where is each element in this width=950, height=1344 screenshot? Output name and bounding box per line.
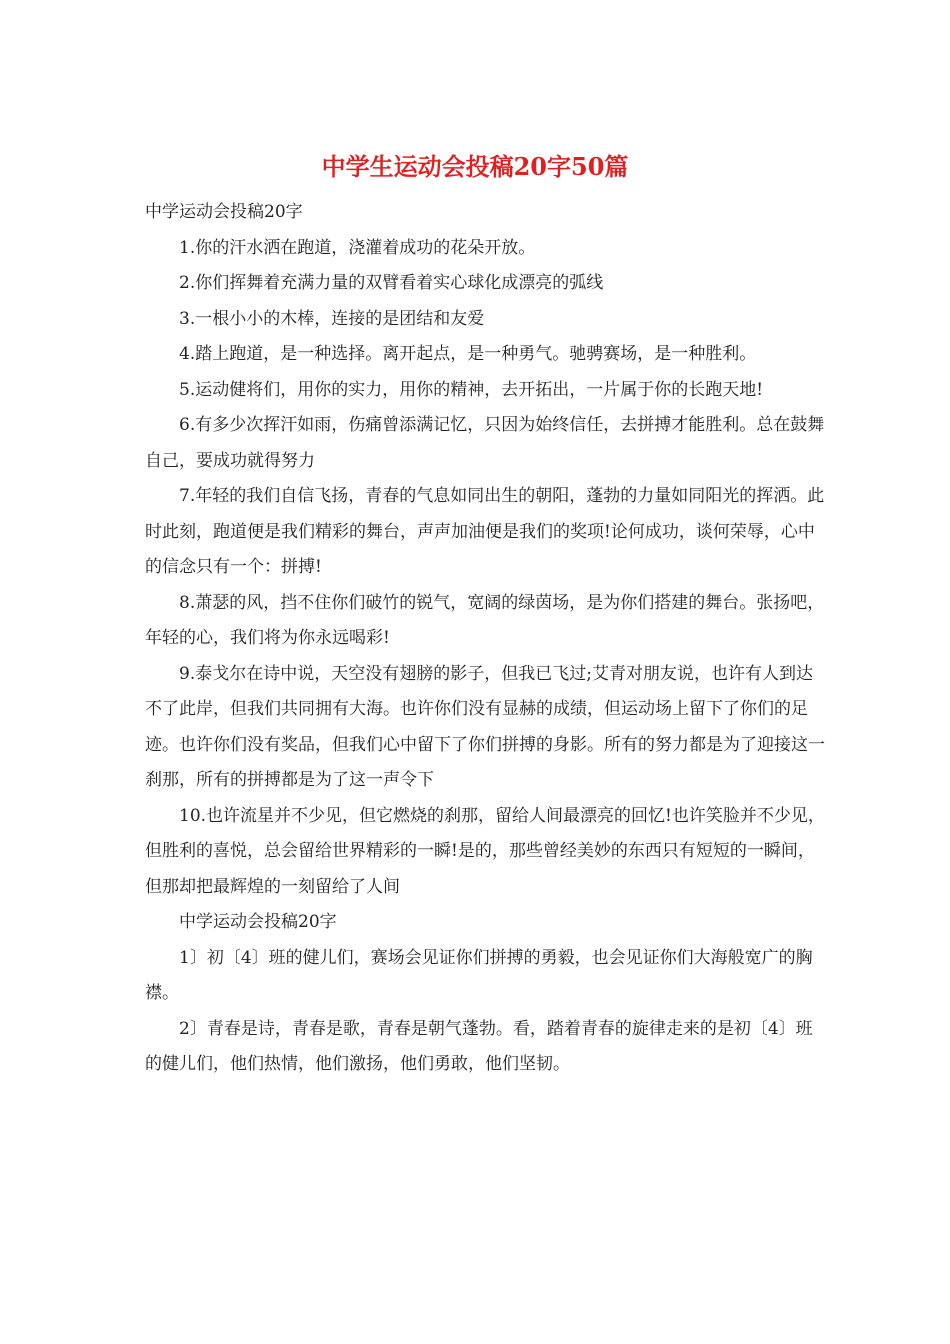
section-heading: 中学运动会投稿20字 — [145, 202, 303, 222]
paragraph: 10.也许流星并不少见，但它燃烧的刹那，留给人间最漂亮的回忆!也许笑脸并不少见，但胜利的喜悦，总会留给世界精彩的一瞬!是的，那些曾经美妙的东西只有短短的一瞬间，但那却把最辉煌的一刻留给了人间 — [145, 805, 825, 897]
paragraph: 3.一根小小的木棒，连接的是团结和友爱 — [179, 308, 485, 329]
paragraph: 1〕初〔4〕班的健儿们，赛场会见证你们拼搏的勇毅，也会见证你们大海般宽广的胸襟。 — [145, 947, 813, 1003]
paragraph: 4.踏上跑道，是一种选择。离开起点，是一种勇气。驰骋赛场，是一种胜利。 — [179, 344, 757, 364]
paragraph: 6.有多少次挥汗如雨，伤痛曾添满记忆，只因为始终信任，去拼搏才能胜利。总在鼓舞自己，要成功就得努力 — [145, 415, 825, 471]
paragraph: 2.你们挥舞着充满力量的双臂看着实心球化成漂亮的弧线 — [179, 273, 604, 293]
document-title: 中学生运动会投稿20字50篇 — [321, 152, 629, 181]
paragraph: 7.年轻的我们自信飞扬，青春的气息如同出生的朝阳，蓬勃的力量如同阳光的挥洒。此时此刻，跑道便是我们精彩的舞台，声声加油便是我们的奖项!论何成功，谈何荣辱，心中的信念只有一个：拼搏! — [145, 486, 825, 577]
document-body — [145, 195, 825, 1083]
paragraph: 1.你的汗水洒在跑道，浇灌着成功的花朵开放。 — [179, 237, 536, 258]
paragraph: 2〕青春是诗，青春是歌，青春是朝气蓬勃。看，踏着青春的旋律走来的是初〔4〕班的健儿们，他们热情，他们激扬，他们勇敢，他们坚韧。 — [145, 1018, 813, 1074]
section-heading: 中学运动会投稿20字 — [179, 912, 337, 932]
paragraph: 8.萧瑟的风，挡不住你们破竹的锐气，宽阔的绿茵场，是为你们搭建的舞台。张扬吧，年轻的心，我们将为你永远喝彩! — [145, 592, 825, 648]
paragraph: 5.运动健将们，用你的实力，用你的精神，去开拓出，一片属于你的长跑天地! — [179, 379, 764, 400]
paragraph: 9.泰戈尔在诗中说，天空没有翅膀的影子，但我已飞过;艾青对朋友说，也许有人到达不了此岸，但我们共同拥有大海。也许你们没有显赫的成绩，但运动场上留下了你们的足迹。也许你们没有奖品，但我们心中留下了你们拼搏的身影。所有的努力都是为了迎接这一刹那，所有的拼搏都是为了这一声令下 — [145, 663, 825, 790]
